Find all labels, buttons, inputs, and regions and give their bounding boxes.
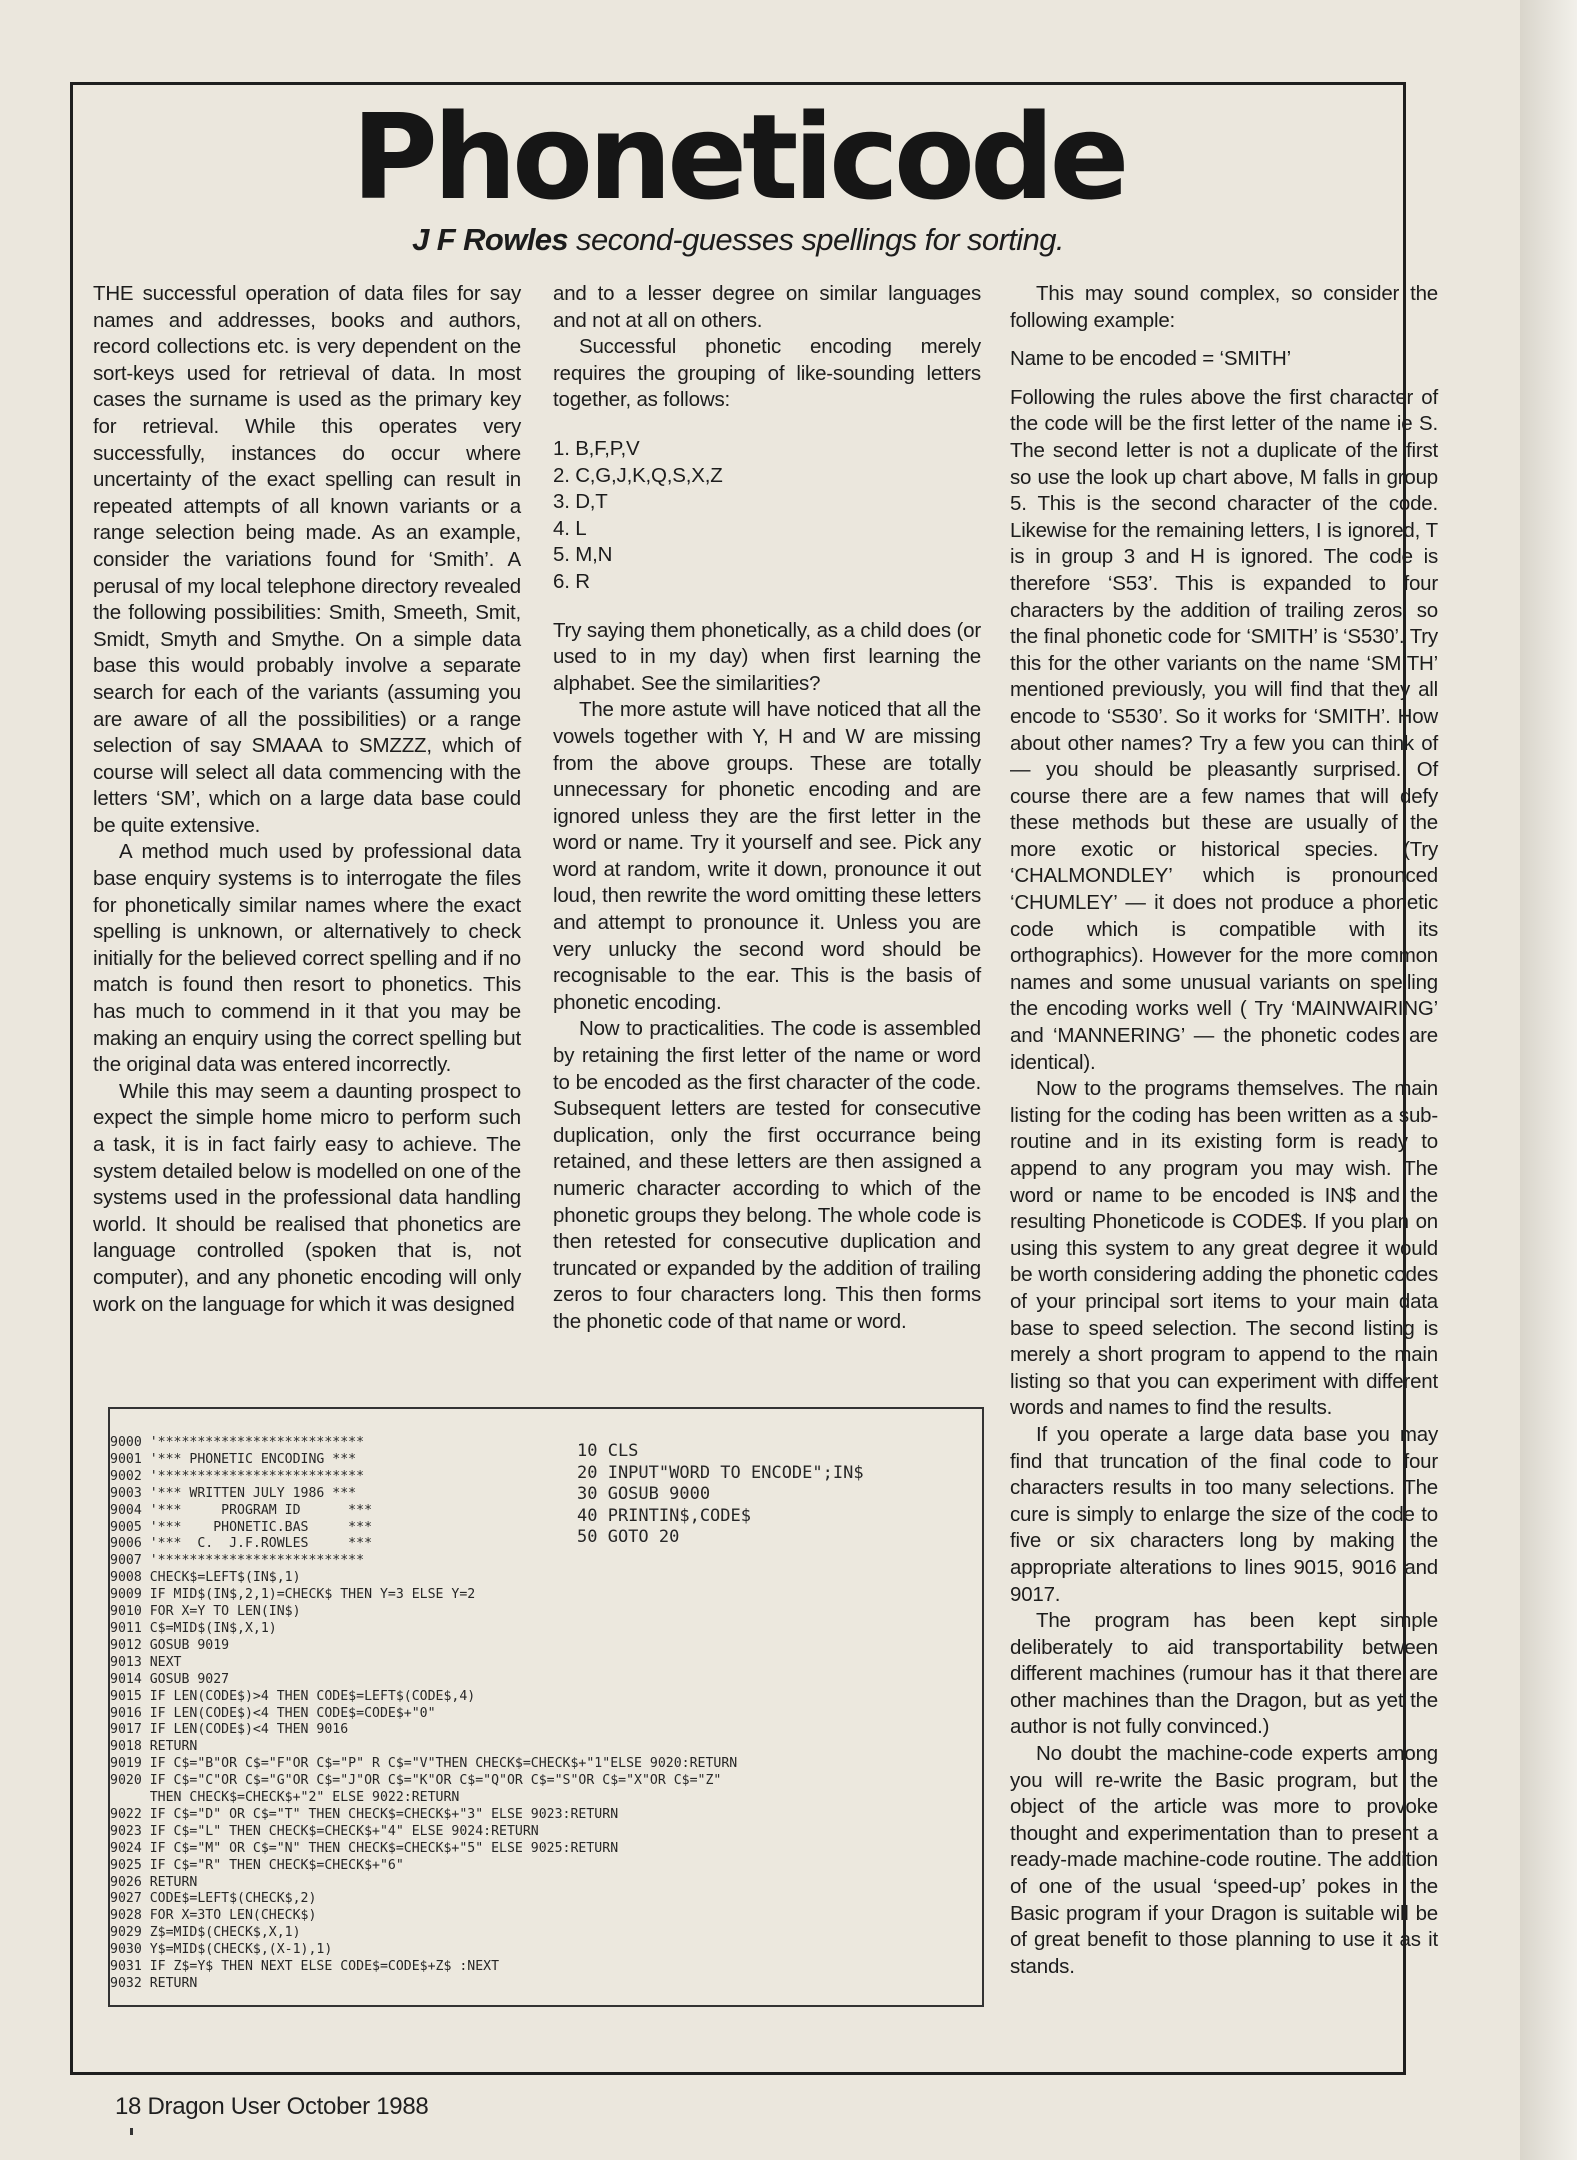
article-title: Phoneticode [351, 88, 1125, 226]
spacer [1010, 334, 1438, 346]
code-line: 50 GOTO 20 [577, 1527, 680, 1547]
paragraph: If you operate a large data base you may find that truncation of the final code to four characters results in too many selections. The cure is simply to enlarge the size of the code to five or six characters long by making the appropriate alterations to lines 9015, 9016 and 9017. [1010, 1422, 1438, 1606]
page-edge [1520, 0, 1577, 2160]
paragraph: The program has been kept simple deliberately to aid transportability between different machines (rumour has it that there are other machines than the Dragon, but as yet the author is not fully convinced.) [1010, 1609, 1438, 1739]
paragraph: Now to practicalities. The code is assembled by retaining the first letter of the name or word to be encoded as the first character of the code. Subsequent letters are tested for consecutive duplication, only the first occurrance being retained, and these letters are then assigned a numeric character according to which of the phonetic groups they belong. The whole code is then retested for consecutive duplication and truncated or expanded by the addition of trailing zeros to four characters long. This then forms the phonetic code of that name or word. [553, 1017, 981, 1333]
list-item: 3. D,T [553, 490, 608, 514]
paragraph: A method much used by professional data base enquiry systems is to interrogate the files for phonetically similar names where the exact spelling is unknown, or alternatively to check initially for the believed correct spelling and if no match is found then resort to phonetics. This has much to commend in it that you may be making an enquiry using the correct spelling but the original data was entered incorrectly. [93, 840, 521, 1077]
list-item: 1. B,F,P,V [553, 436, 640, 460]
list-item: 4. L [553, 516, 587, 540]
paragraph: While this may seem a daunting prospect to expect the simple home micro to perform such a task, it is in fact fairly easy to achieve. The system detailed below is modelled on one of the systems used in the professional data handling world. It should be realised that phonetics are language controlled (spoken that is, not computer), and any phonetic encoding will only work on the language for which it was designed [93, 1079, 521, 1316]
code-line: 9001 '*** PHONETIC ENCODING *** [110, 1451, 357, 1467]
list-item: 5. M,N [553, 543, 613, 567]
code-line: 9019 IF C$="B"OR C$="F"OR C$="P" R C$="V"THEN CHECK$=CHECK$+"1"ELSE 9020:RETURN [110, 1756, 738, 1772]
page-mark [130, 2128, 133, 2135]
article-byline [70, 220, 1406, 260]
byline-author: J F Rowles [412, 222, 569, 257]
code-line: 9020 IF C$="C"OR C$="G"OR C$="J"OR C$="K"OR C$="Q"OR C$="S"OR C$="X"OR C$="Z" [110, 1773, 722, 1789]
list-item: 6. R [553, 569, 590, 593]
example-line: Name to be encoded = ‘SMITH’ [1010, 347, 1291, 371]
code-line: 9017 IF LEN(CODE$)<4 THEN 9016 [110, 1722, 349, 1738]
code-line: 9018 RETURN [110, 1739, 198, 1755]
code-line: 9027 CODE$=LEFT$(CHECK$,2) [110, 1891, 317, 1907]
paragraph: and to a lesser degree on similar languages and not at all on others. [553, 282, 981, 332]
code-line: 9029 Z$=MID$(CHECK$,X,1) [110, 1925, 301, 1941]
code-line: 9016 IF LEN(CODE$)<4 THEN CODE$=CODE$+"0" [110, 1705, 436, 1721]
code-line: 9022 IF C$="D" OR C$="T" THEN CHECK$=CHECK$+"3" ELSE 9023:RETURN [110, 1806, 619, 1822]
code-line: 9007 '************************** [110, 1553, 365, 1569]
code-line: 9004 '*** PROGRAM ID *** [110, 1502, 373, 1518]
code-line: 9030 Y$=MID$(CHECK$,(X-1),1) [110, 1942, 333, 1958]
paragraph: Try saying them phonetically, as a child does (or used to in my day) when first learning the alphabet. See the similarities? [553, 618, 981, 695]
code-line: 9023 IF C$="L" THEN CHECK$=CHECK$+"4" ELSE 9024:RETURN [110, 1823, 539, 1839]
code-line: THEN CHECK$=CHECK$+"2" ELSE 9022:RETURN [110, 1790, 460, 1806]
byline-text: second-guesses spellings for sorting. [568, 222, 1064, 257]
paragraph: This may sound complex, so consider the following example: [1010, 282, 1438, 332]
code-line: 9000 '************************** [110, 1435, 365, 1450]
code-line: 30 GOSUB 9000 [577, 1484, 711, 1504]
text-column-2 [553, 281, 981, 1336]
code-line: 9006 '*** C. J.F.ROWLES *** [110, 1536, 373, 1552]
paragraph: No doubt the machine-code experts among you will re-write the Basic program, but the object of the article was more to provoke thought and experimentation than to present a ready-made machine-code routine. The addition of one of the usual ‘speed-up’ pokes in the Basic program if your Dragon is suitable will be of great benefit to those planning to use it as it stands. [1010, 1742, 1438, 1978]
code-line: 9028 FOR X=3TO LEN(CHECK$) [110, 1908, 317, 1924]
code-line: 10 CLS [577, 1441, 639, 1461]
list-item: 2. C,G,J,K,Q,S,X,Z [553, 463, 723, 487]
code-line: 9009 IF MID$(IN$,2,1)=CHECK$ THEN Y=3 ELSE Y=2 [110, 1587, 476, 1603]
phonetic-groups-list [553, 436, 981, 596]
code-line: 9011 C$=MID$(IN$,X,1) [110, 1620, 277, 1636]
page-footer: 18 Dragon User October 1988 [115, 2093, 429, 2120]
code-line: 9026 RETURN [110, 1874, 198, 1890]
paragraph: Following the rules above the first character of the code will be the first letter of the name ie S. The second letter is not a duplicate of the first so use the look up chart above, M falls in group 5. This is the second character of the code. Likewise for the remaining letters, I is ignored, T is in group 3 and H is ignored. The code is therefore ‘S53’. This is expanded to four characters by the addition of trailing zeros, so the final phonetic code for ‘SMITH’ is ‘S530’. Try this for the other variants on the name ‘SMITH’ mentioned previously, you will find that they all encode to ‘S530’. So it works for ‘SMITH’. How about other names? Try a few you can think of — you should be pleasantly surprised. Of course there are a few names that will defy these methods but these are usually of the more exotic or historical species. (Try ‘CHALMONDLEY’ which is pronounced ‘CHUMLEY’ — it does not produce a phonetic code which is compatible with its orthographics). However for the more common names and some unusual variants on spelling the encoding works well ( Try ‘MAINWAIRING’ and ‘MANNERING’ — the phonetic codes are identical). [1010, 385, 1438, 1074]
code-line: 20 INPUT"WORD TO ENCODE";IN$ [577, 1462, 864, 1483]
code-line: 9013 NEXT [110, 1654, 182, 1670]
basic-listing-short [577, 1441, 864, 1549]
code-line: 9031 IF Z$=Y$ THEN NEXT ELSE CODE$=CODE$+Z$ :NEXT [110, 1959, 500, 1975]
code-line: 40 PRINTIN$,CODE$ [577, 1505, 751, 1526]
paragraph: Successful phonetic encoding merely requires the grouping of like-sounding letters together, as follows: [553, 335, 981, 412]
code-line: 9002 '************************** [110, 1468, 365, 1484]
code-line: 9014 GOSUB 9027 [110, 1671, 230, 1687]
paragraph: Now to the programs themselves. The main listing for the coding has been written as a sub-routine and in its existing form is ready to append to any program you may wish. The word or name to be encoded is IN$ and the resulting Phoneticode is CODE$. If you plan on using this system to any great degree it would be worth considering adding the phonetic codes of your principal sort items to your main data base to speed selection. The second listing is merely a short program to append to the main listing so that you can experiment with different words and names to find the results. [1010, 1077, 1438, 1420]
code-line: 9024 IF C$="M" OR C$="N" THEN CHECK$=CHECK$+"5" ELSE 9025:RETURN [110, 1840, 619, 1856]
spacer [1010, 373, 1438, 385]
paragraph: THE successful operation of data files for say names and addresses, books and authors, record collections etc. is very dependent on the sort-keys used for retrieval of data. In most cases the surname is used as the primary key for retrieval. While this operates very successfully, instances do occur where uncertainty of the exact spelling can result in repeated attempts of all known variants or a range selection being made. As an example, consider the variations found for ‘Smith’. A perusal of my local telephone directory revealed the following possibilities: Smith, Smeeth, Smit, Smidt, Smyth and Smythe. On a simple data base this would probably involve a separate search for each of the variants (assuming you are aware of all the possibilities) or a range selection of say SMAAA to SMZZZ, which of course will select all data commencing with the letters ‘SM’, which on a large data base could be quite extensive. [93, 282, 521, 837]
code-line: 9025 IF C$="R" THEN CHECK$=CHECK$+"6" [110, 1857, 404, 1873]
code-line: 9015 IF LEN(CODE$)>4 THEN CODE$=LEFT$(CODE$,4) [110, 1688, 476, 1704]
code-line: 9032 RETURN [110, 1976, 198, 1991]
code-line: 9008 CHECK$=LEFT$(IN$,1) [110, 1570, 301, 1586]
code-line: 9005 '*** PHONETIC.BAS *** [110, 1519, 373, 1535]
code-line: 9010 FOR X=Y TO LEN(IN$) [110, 1604, 301, 1620]
code-line: 9003 '*** WRITTEN JULY 1986 *** [110, 1485, 357, 1501]
code-line: 9012 GOSUB 9019 [110, 1637, 230, 1653]
text-column-3 [1010, 281, 1438, 1980]
paragraph: The more astute will have noticed that all the vowels together with Y, H and W are missing from the above groups. These are totally unnecessary for phonetic encoding and are ignored unless they are the first letter in the word or name. Try it yourself and see. Pick any word at random, write it down, pronounce it out loud, then rewrite the word omitting these letters and attempt to pronounce it. Unless you are very unlucky the second word should be recognisable to the ear. This is the basis of phonetic encoding. [553, 698, 981, 1014]
text-column-1 [93, 281, 521, 1318]
